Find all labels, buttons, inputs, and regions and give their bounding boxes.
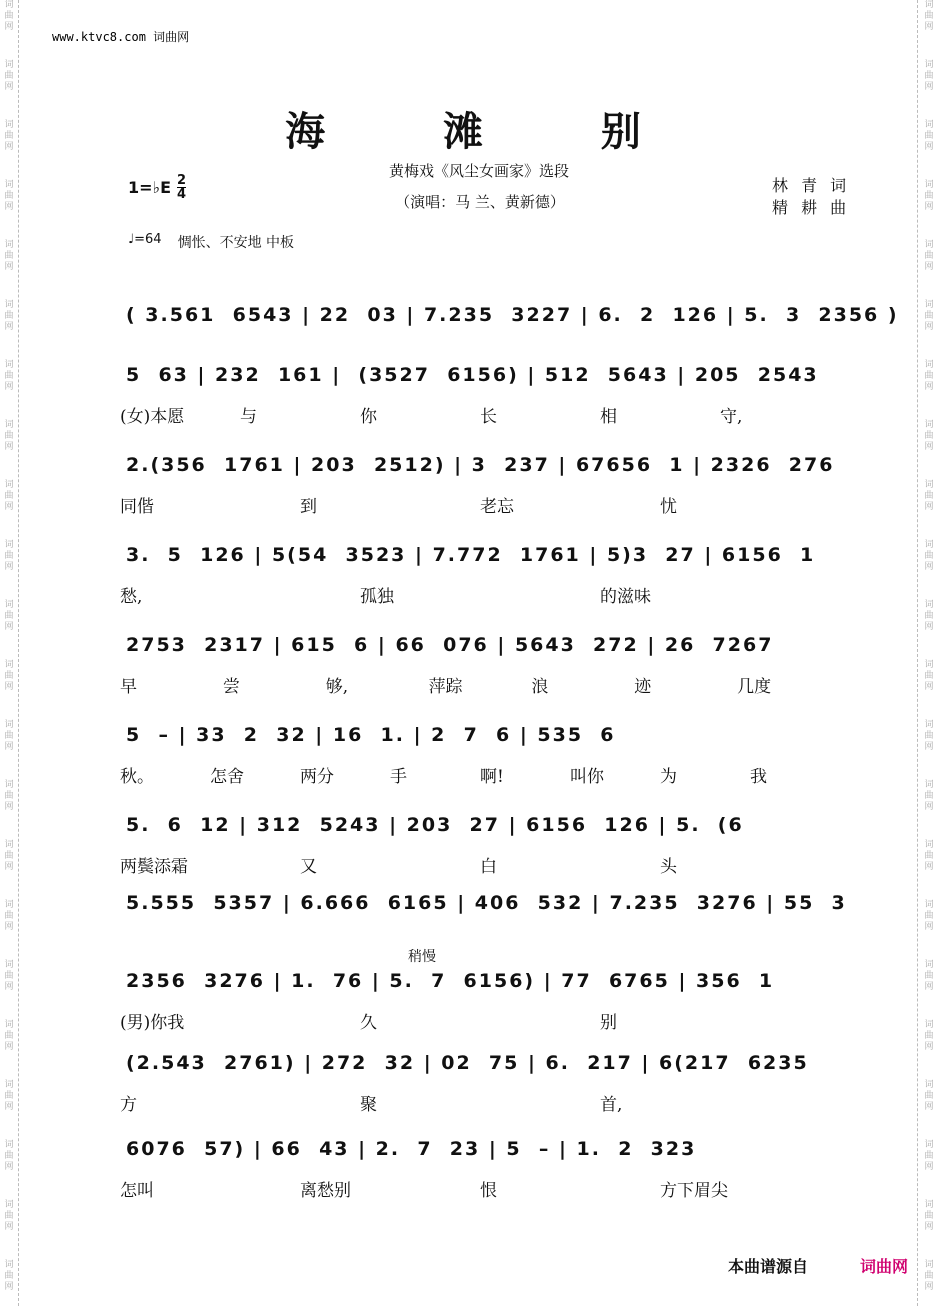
lyric-word: 尝	[222, 677, 240, 697]
lyric-word: 方	[120, 1095, 137, 1115]
watermark-text: 词 曲 网	[924, 120, 934, 152]
watermark-text: 词 曲 网	[924, 420, 934, 452]
site-header[interactable]	[52, 28, 189, 45]
watermark-text: 词 曲 网	[924, 0, 934, 32]
watermark-text: 词 曲 网	[924, 1260, 934, 1292]
lyric-word: 头	[660, 857, 677, 877]
watermark-text: 词 曲 网	[924, 540, 934, 572]
notation-text: 3. 5 126 | 5(54 3523 | 7.772 1761 | 5)3 27 | 6156 1	[126, 544, 816, 566]
watermark-text: 词 曲 网	[4, 420, 14, 452]
lyric-word: 两分	[300, 767, 334, 787]
watermark-text: 词 曲 网	[924, 300, 934, 332]
notation-text: 2.(356 1761 | 203 2512) | 3 237 | 67656 1 | 2326 276	[126, 454, 835, 476]
score-system	[120, 880, 854, 928]
lyrics-line	[120, 850, 854, 880]
lyric-word: 与	[240, 407, 257, 427]
watermark-text: 词 曲 网	[924, 480, 934, 512]
lyric-word: 老忘	[480, 497, 514, 517]
composer: 精 耕 曲	[772, 198, 851, 217]
watermark-text: 词 曲 网	[4, 1140, 14, 1172]
score-system	[120, 1126, 854, 1204]
lyric-word: 同偕	[120, 497, 154, 517]
watermark-text: 词 曲 网	[4, 300, 14, 332]
song-subtitle: 黄梅戏《风尘女画家》选段	[388, 162, 569, 180]
tempo-change-marker: 稍慢	[408, 949, 436, 965]
watermark-text: 词 曲 网	[4, 1260, 14, 1292]
watermark-text: 词 曲 网	[4, 660, 14, 692]
notation-text: 5. 6 12 | 312 5243 | 203 27 | 6156 126 | 5. (6	[126, 814, 744, 836]
lyricist: 林 青 词	[772, 176, 851, 195]
notation-line	[120, 442, 854, 490]
time-signature	[177, 174, 186, 201]
lyric-word: 为	[660, 767, 677, 787]
lyric-word: 几度	[737, 677, 772, 697]
watermark-text: 词 曲 网	[924, 660, 934, 692]
notation-text: 6076 57) | 66 43 | 2. 7 23 | 5 – | 1. 2 323	[126, 1138, 697, 1160]
lyric-word: 你	[360, 407, 377, 427]
watermark-text: 词 曲 网	[4, 120, 14, 152]
watermark-text: 词 曲 网	[924, 240, 934, 272]
lyric-word: 久	[360, 1013, 377, 1033]
notation-line	[120, 532, 854, 580]
lyric-word: 的滋味	[600, 587, 651, 607]
lyric-word: 怎舍	[210, 767, 244, 787]
lyric-word: 忧	[660, 497, 677, 517]
lyric-word: 别	[600, 1013, 617, 1033]
lyric-word: 方下眉尖	[660, 1181, 728, 1201]
lyric-word: (女)本愿	[120, 407, 185, 427]
watermark-text: 词 曲 网	[924, 1020, 934, 1052]
watermark-text: 词 曲 网	[4, 600, 14, 632]
notation-line	[120, 802, 854, 850]
watermark-text: 词 曲 网	[4, 900, 14, 932]
score-system	[120, 352, 854, 430]
watermark-text: 词 曲 网	[924, 780, 934, 812]
lyrics-line	[120, 1174, 854, 1204]
watermark-text: 词 曲 网	[4, 720, 14, 752]
watermark-text: 词 曲 网	[4, 840, 14, 872]
notation-line	[120, 292, 899, 340]
score-system	[120, 622, 854, 700]
notation-text: 2753 2317 | 615 6 | 66 076 | 5643 272 | 26 7267	[126, 634, 774, 656]
notation-text: 2356 3276 | 1. 76 | 5. 7 6156) | 77 6765 | 356 1	[126, 970, 775, 992]
score-system	[120, 712, 854, 790]
notation-text: 5.555 5357 | 6.666 6165 | 406 532 | 7.235 3276 | 55 3	[126, 892, 847, 914]
watermark-text: 词 曲 网	[4, 1020, 14, 1052]
notation-line	[120, 958, 854, 1006]
lyric-word: 两鬓添霜	[120, 857, 188, 877]
lyric-word: 恨	[480, 1181, 497, 1201]
lyrics-line	[120, 490, 854, 520]
score-system	[120, 1040, 854, 1118]
footer-brand[interactable]: 词曲网	[859, 1257, 908, 1276]
lyrics-line	[120, 580, 854, 610]
key-signature	[128, 174, 186, 201]
lyric-word: 白	[480, 857, 497, 877]
lyrics-line	[120, 670, 854, 700]
lyric-word: 守,	[720, 407, 743, 427]
notation-text: (2.543 2761) | 272 32 | 02 75 | 6. 217 | 6(217 6235	[126, 1052, 809, 1074]
watermark-text: 词 曲 网	[4, 540, 14, 572]
watermark-text: 词 曲 网	[4, 1080, 14, 1112]
lyric-word: 聚	[360, 1095, 377, 1115]
score-system	[120, 958, 854, 1036]
lyric-word: 萍踪	[428, 677, 463, 697]
watermark-text: 词 曲 网	[4, 960, 14, 992]
notation-text: 5 63 | 232 161 | (3527 6156) | 512 5643 | 205 2543	[126, 364, 819, 386]
notation-text: ( 3.561 6543 | 22 03 | 7.235 3227 | 6. 2 126 | 5. 3 2356 )	[126, 304, 899, 326]
lyric-word: 秋。	[120, 767, 154, 787]
lyric-word: 孤独	[360, 587, 394, 607]
watermark-text: 词 曲 网	[924, 180, 934, 212]
lyric-word: (男)你我	[120, 1013, 185, 1033]
lyric-word: 又	[300, 857, 317, 877]
score-system	[120, 442, 854, 520]
lyrics-line	[120, 1006, 854, 1036]
watermark-text: 词 曲 网	[924, 60, 934, 92]
notation-line	[120, 880, 854, 928]
lyric-word: 首,	[600, 1095, 623, 1115]
lyric-word: 离愁别	[300, 1181, 351, 1201]
watermark-text: 词 曲 网	[924, 360, 934, 392]
lyric-word: 叫你	[570, 767, 604, 787]
site-name: 词曲网	[153, 30, 190, 44]
site-url[interactable]: www.ktvc8.com	[52, 30, 146, 44]
footer-source: 本曲谱源自	[727, 1257, 808, 1276]
lyric-word: 手	[390, 767, 407, 787]
lyric-word: 愁,	[120, 587, 143, 607]
watermark-text: 词 曲 网	[4, 780, 14, 812]
tempo-marking	[128, 232, 294, 252]
watermark-text: 词 曲 网	[924, 960, 934, 992]
time-denominator: 4	[177, 187, 187, 202]
score-system	[120, 802, 854, 880]
watermark-text: 词 曲 网	[4, 1200, 14, 1232]
lyric-word: 够,	[325, 677, 349, 697]
score-system	[120, 532, 854, 610]
lyric-word: 浪	[531, 677, 549, 697]
lyric-word: 我	[750, 767, 767, 787]
tempo-mood: 惆怅、不安地 中板	[177, 235, 295, 251]
watermark-text: 词 曲 网	[924, 1080, 934, 1112]
credits	[772, 175, 850, 219]
notation-line	[120, 1040, 854, 1088]
lyrics-line	[120, 1088, 854, 1118]
watermark-text: 词 曲 网	[4, 180, 14, 212]
time-numerator: 2	[177, 173, 187, 188]
lyrics-line	[120, 400, 854, 430]
lyric-word: 怎叫	[120, 1181, 154, 1201]
song-title: 海 滩 别	[285, 108, 693, 155]
notation-text: 5 – | 33 2 32 | 16 1. | 2 7 6 | 535 6	[126, 724, 616, 746]
tempo-bpm: ♩=64	[128, 232, 162, 247]
watermark-text: 词 曲 网	[4, 60, 14, 92]
watermark-text: 词 曲 网	[4, 360, 14, 392]
watermark-text: 词 曲 网	[4, 0, 14, 32]
watermark-text: 词 曲 网	[924, 1140, 934, 1172]
lyric-word: 长	[480, 407, 497, 427]
lyric-word: 早	[120, 677, 137, 697]
lyric-word: 迹	[634, 677, 652, 697]
watermark-text: 词 曲 网	[924, 900, 934, 932]
song-singers: （演唱：马 兰、黄新德）	[395, 193, 565, 211]
notation-line	[120, 352, 854, 400]
watermark-text: 词 曲 网	[924, 1200, 934, 1232]
lyric-word: 啊!	[480, 767, 504, 787]
watermark-text: 词 曲 网	[924, 720, 934, 752]
watermark-text: 词 曲 网	[4, 480, 14, 512]
lyrics-line	[120, 760, 854, 790]
watermark-text: 词 曲 网	[924, 600, 934, 632]
notation-line	[120, 622, 854, 670]
lyric-word: 相	[600, 407, 617, 427]
lyric-word: 到	[300, 497, 317, 517]
watermark-text: 词 曲 网	[4, 240, 14, 272]
notation-line	[120, 712, 854, 760]
watermark-text: 词 曲 网	[924, 840, 934, 872]
score-system	[120, 292, 899, 340]
notation-line	[120, 1126, 854, 1174]
key-label: 1=♭E	[128, 178, 172, 197]
